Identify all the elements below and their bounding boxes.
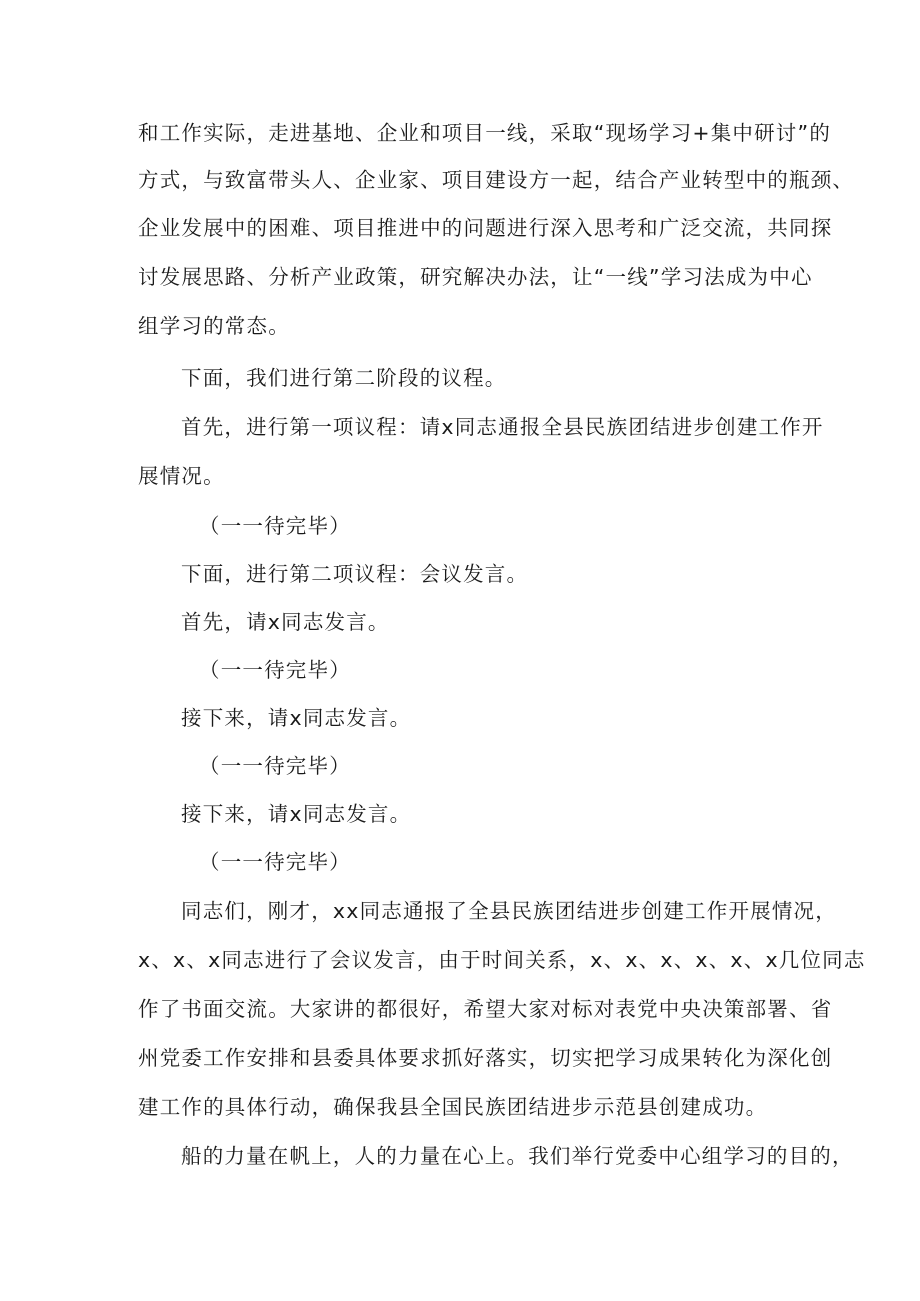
text-line-5: 组学习的常态。: [138, 314, 290, 338]
text-line-22: 船的力量在帆上，人的力量在心上。我们举行党委中心组学习的目的，: [181, 1144, 854, 1168]
text-line-20: 州党委工作安排和县委具体要求抓好落实，切实把学习成果转化为深化创: [138, 1046, 833, 1070]
text-line-19: 作了书面交流。大家讲的都很好，希望大家对标对表党中央决策部署、省: [138, 997, 833, 1021]
text-line-16: （一一待完毕）: [199, 850, 351, 874]
text-line-15: 接下来，请x同志发言。: [181, 802, 412, 826]
text-line-17: 同志们，刚才，xx同志通报了全县民族团结进步创建工作开展情况，: [181, 899, 837, 923]
text-line-7: 首先，进行第一项议程：请x同志通报全县民族团结进步创建工作开: [181, 415, 824, 439]
text-line-1: 和工作实际，走进基地、企业和项目一线，采取“现场学习+集中研讨”的: [138, 121, 832, 145]
text-line-8: 展情况。: [138, 464, 225, 488]
text-line-21: 建工作的具体行动，确保我县全国民族团结进步示范县创建成功。: [138, 1095, 768, 1119]
text-line-12: （一一待完毕）: [199, 658, 351, 682]
text-line-2: 方式，与致富带头人、企业家、项目建设方一起，结合产业转型中的瓶颈、: [138, 168, 855, 192]
text-line-18: x、x、x同志进行了会议发言，由于时间关系，x、x、x、x、x、x几位同志: [138, 948, 866, 972]
text-line-4: 讨发展思路、分析产业政策，研究解决办法，让“一线”学习法成为中心: [138, 265, 813, 289]
text-line-6: 下面，我们进行第二阶段的议程。: [181, 366, 507, 390]
text-line-9: （一一待完毕）: [199, 514, 351, 538]
text-line-14: （一一待完毕）: [199, 754, 351, 778]
text-line-10: 下面，进行第二项议程：会议发言。: [181, 562, 529, 586]
text-line-11: 首先，请x同志发言。: [181, 610, 390, 634]
text-line-13: 接下来，请x同志发言。: [181, 706, 412, 730]
text-line-3: 企业发展中的困难、项目推进中的问题进行深入思考和广泛交流，共同探: [138, 216, 833, 240]
